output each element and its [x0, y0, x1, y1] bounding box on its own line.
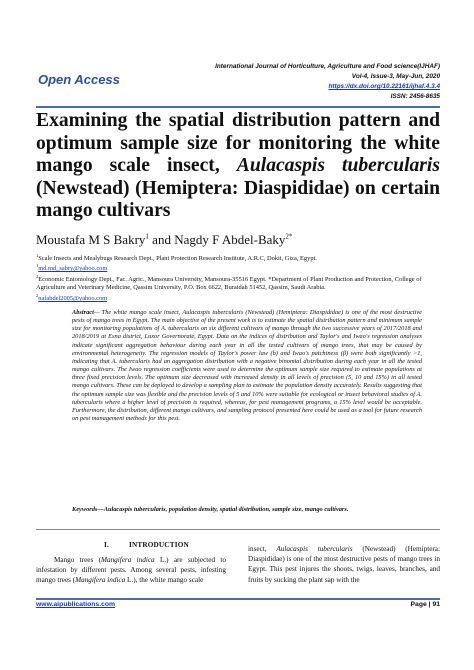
journal-name: International Journal of Horticulture, Agriculture and Food science(IJHAF)	[215, 63, 440, 70]
author-1: Moustafa M S Bakry	[36, 232, 146, 247]
left-text-3: L.), the white mango scale	[125, 576, 204, 585]
body-column-right	[248, 544, 440, 585]
author-2-sup: 2*	[285, 232, 293, 241]
title-species: Aulacaspis tubercularis	[236, 155, 440, 176]
doi-link[interactable]: https://dx.doi.org/10.22161/ijhaf.4.3.4	[328, 83, 440, 90]
footer-page-number: Page | 91	[410, 601, 440, 608]
right-italic-1: Aulacaspis tubercularis	[276, 545, 353, 553]
paper-title	[36, 110, 440, 223]
keywords-label: Keywords	[72, 506, 98, 513]
issn: ISSN: 2456-8635	[390, 93, 440, 100]
email-1-sup: 1	[36, 263, 39, 268]
footer-site-link[interactable]: www.aipublications.com	[36, 601, 116, 608]
section-rule	[36, 529, 440, 530]
left-italic-2: Mangifera indica	[75, 576, 126, 585]
title-part-1: Examining the spatial distribution pattern and optimum sample size for monitoring the white mango scale insect,	[36, 110, 440, 176]
left-text-2: L.) are subjected to infestation by different pests. Among several pests, infesting mango trees (	[36, 556, 227, 585]
author-2: and Nagdy F Abdel-Baky	[148, 232, 286, 247]
abstract-text: — The white mango scale insect, Aulacaspis tubercularis (Newstead) (Hemiptera: Diaspididae) is one of the most destructive pests of mango trees in Egypt. The main objective of the present work is to estimate the spatial distribution pattern and minimum sample size for monitoring populations of A. tubercularis on six different cultivars of mango through the two successive years of 2017/2018 and 2018/2019 at Esna district, Luxor Governorate, Egypt. Data on the indices of distribution and Taylor's and Iwao's regression analyses indicate significant aggregation behaviour during each year in all the tested cultivars of mango trees, that may be caused by environmental heterogeneity. The regression models of Taylor's power law (b) and Iwao's patchiness (β) were both significantly >1, indicating that A. tubercularis had an aggregation distribution with a negative binomial distribution during each year in all the tested mango cultivars. The Iwao regression coefficients were used to determine the optimum sample size required to estimate populations at three fixed precision levels. The optimum size decreased with increased density in all levels of precision (5, 10 and 15%) in all tested mango cultivars. These can be deployed to develop a sampling plan to estimate the population density accurately. Results suggesting that the optimum sample size was flexible and the precision levels of 5 and 10% were suitable for ecological or insect behavioral studies of A. tubercularis where a higher level of precision is required, whereas, for pest management programs, a 15% level would be acceptable. Furthermore, the distribution, different mango cultivars, and sampling protocol presented here could be used as a tool for future research on pest management methods for this pest.	[72, 309, 422, 423]
left-italic-1: Mangifera indica	[100, 556, 155, 564]
journal-volume: Vol-4, Issue-3, May-Jun, 2020	[351, 73, 440, 80]
affiliation-2	[36, 273, 440, 292]
email-2-line	[36, 292, 440, 303]
section-heading-introduction: I. INTRODUCTION	[104, 541, 189, 549]
affiliation-1-sup: 1	[36, 253, 39, 258]
email-1-line	[36, 262, 440, 273]
left-text-1: Mango trees (	[54, 556, 101, 564]
abstract	[72, 309, 422, 423]
email-2-link[interactable]: nafabdel2005@yahoo.com	[38, 295, 108, 303]
footer-rule	[36, 598, 440, 600]
right-text-1: insect,	[248, 545, 277, 553]
affiliation-1-text: Scale Insects and Mealybugs Research Dept., Plant Protection Research Institute, A.R.C, Dokii, Giza, Egypt.	[38, 255, 317, 263]
open-access-label: Open Access	[38, 72, 120, 87]
author-1-sup: 1	[145, 232, 149, 241]
keywords-text: —Aulacaspis tubercularis, population density, spatial distribution, sample size, mango cultivars.	[97, 506, 349, 513]
abstract-label: Abstract	[72, 309, 94, 316]
email-1-link[interactable]: md.md_sabry@yahoo.com	[38, 265, 108, 273]
body-column-left	[36, 555, 226, 586]
journal-header	[215, 62, 440, 102]
right-text-2: (Newstead) (Hemiptera: Diaspididae) is one of the most destructive pests of mango trees in Egypt. This pest injures the shoots, twigs, leaves, branches, and fruits by sucking the plant sap with the	[248, 545, 440, 584]
title-part-2: (Newstead) (Hemiptera: Diaspididae) on certain mango cultivars	[36, 177, 440, 221]
keywords	[72, 506, 422, 514]
affiliation-2-sup: 2	[36, 274, 39, 279]
affiliation-2-text: Economic Entomology Dept., Fac. Agric., Mansoura University, Mansoura-35516 Egypt. *Department of Plant Production and Protection, College of Agriculture and Veterinary Medicine, Qassim University, P.O. Box 6622, Buraidah 51452, Qassim, Saudi Arabia.	[36, 276, 422, 291]
header-rule	[36, 106, 440, 108]
authors-line	[36, 232, 292, 248]
email-2-sup: 2	[36, 293, 39, 298]
